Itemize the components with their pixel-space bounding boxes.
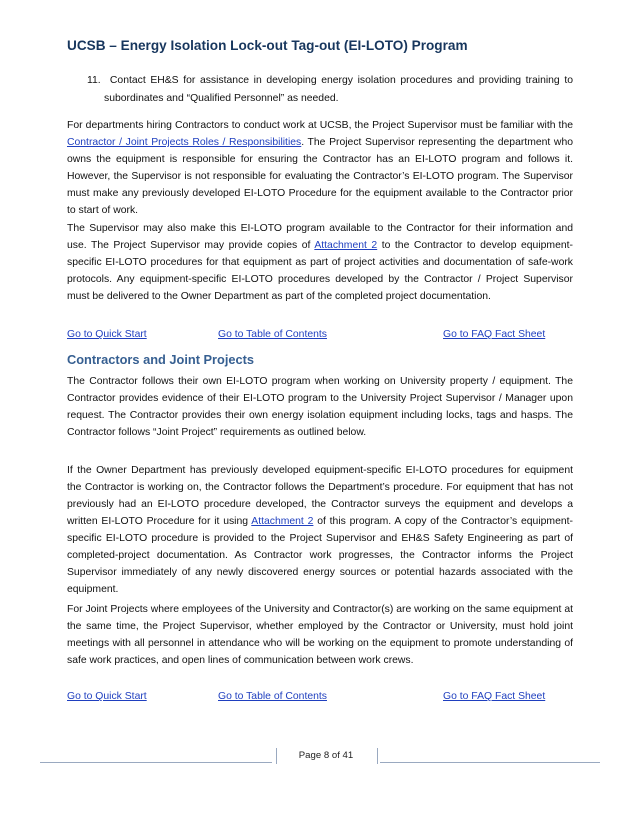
attachment-2-link[interactable]: Attachment 2: [251, 516, 314, 527]
nav-links-bottom: [67, 691, 573, 709]
table-of-contents-link[interactable]: Go to Table of Contents: [218, 691, 327, 702]
paragraph-supervisor-availability: The Supervisor may also make this EI-LOTO program available to the Contractor for their information and use. The Project Supervisor may provide copies of Attachment 2 to the Contractor to develop equipment-specific EI-LOTO procedures for that equipment as part of project activities and documentation of safe-work protocols. Any equipment-specific EI-LOTO procedures developed by the Contractor / Project Supervisor must be delivered to the Owner Department as part of the completed project documentation.: [67, 223, 573, 302]
quick-start-link[interactable]: Go to Quick Start: [67, 691, 147, 702]
section-heading: Contractors and Joint Projects: [67, 352, 255, 367]
roles-responsibilities-link[interactable]: Contractor / Joint Projects Roles / Responsibilities: [67, 137, 302, 148]
faq-fact-sheet-link[interactable]: Go to FAQ Fact Sheet: [443, 329, 546, 340]
paragraph-contractor-hiring: For departments hiring Contractors to conduct work at UCSB, the Project Supervisor must be familiar with the Contractor / Joint Projects Roles / Responsibilities. The Project Supervisor representing the department who owns the equipment is responsible for ensuring the Contractor has an EI-LOTO program and follows it. However, the Supervisor is not responsible for evaluating the Contractor’s EI-LOTO program. The Supervisor must make any previously developed EI-LOTO Procedure for the equipment available to the Contractor prior to start of work.: [67, 120, 573, 216]
list-item-11: [87, 72, 573, 108]
page-number: Page 8 of 41: [298, 750, 354, 761]
table-of-contents-link[interactable]: Go to Table of Contents: [218, 329, 327, 340]
footer-rule-left: [40, 762, 272, 763]
footer-rule-right: [380, 762, 600, 763]
page-footer: [0, 750, 638, 764]
quick-start-link[interactable]: Go to Quick Start: [67, 329, 147, 340]
document-title: UCSB – Energy Isolation Lock-out Tag-out (EI-LOTO) Program: [67, 38, 468, 53]
paragraph-contractor-program: The Contractor follows their own EI-LOTO program when working on University property / equipment. The Contractor provides evidence of their EI-LOTO program to the University Project Supervisor / Manager upon request. The Contractor provides their own energy isolation equipment including locks, tags and hasps. The Contractor follows “Joint Project” requirements as outlined below.: [67, 376, 573, 438]
paragraph-owner-department: If the Owner Department has previously developed equipment-specific EI-LOTO procedures for equipment the Contractor is working on, the Contractor follows the Department’s procedure. For equipment that has not previously had an EI-LOTO procedure developed, the Contractor surveys the equipment and develops a written EI-LOTO Procedure for it using Attachment 2 of this program. A copy of the Contractor’s equipment-specific EI-LOTO procedure is provided to the Project Supervisor and EH&S Safety Engineering as part of completed-project documentation. As Contractor work progresses, the Contractor informs the Project Supervisor immediately of any newly discovered energy sources or potential hazards associated with the equipment.: [67, 465, 573, 595]
list-item-number: 11.: [87, 75, 101, 86]
list-item-text: Contact EH&S for assistance in developing energy isolation procedures and providing training to subordinates and “Qualified Personnel” as needed.: [104, 75, 573, 104]
nav-links-top: [67, 329, 573, 347]
attachment-2-link[interactable]: Attachment 2: [314, 240, 378, 251]
faq-fact-sheet-link[interactable]: Go to FAQ Fact Sheet: [443, 691, 546, 702]
paragraph-joint-projects: For Joint Projects where employees of the University and Contractor(s) are working on the same equipment at the same time, the Project Supervisor, whether employed by the Contractor or University, must hold joint meetings with all personnel in attendance who will be working on the equipment to promote understanding of safe work practices, and open lines of communication between work crews.: [67, 604, 573, 666]
